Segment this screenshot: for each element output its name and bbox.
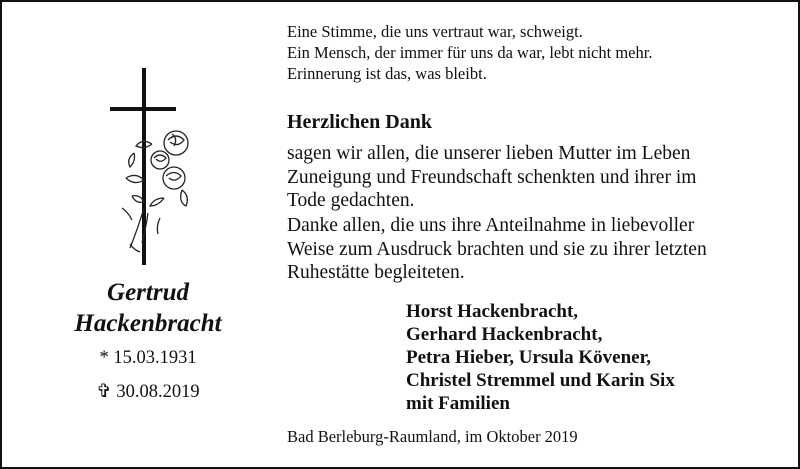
deceased-last-name: Hackenbracht bbox=[74, 310, 222, 337]
thanks-paragraph-1 bbox=[287, 142, 696, 213]
signer-line: mit Familien bbox=[406, 393, 510, 414]
verse-line: Eine Stimme, die uns vertraut war, schweigt. bbox=[287, 22, 583, 41]
memorial-verse bbox=[287, 21, 652, 84]
place-and-date: Bad Berleburg-Raumland, im Oktober 2019 bbox=[287, 427, 578, 446]
death-date: ✞ 30.08.2019 bbox=[96, 382, 200, 402]
signer-line: Petra Hieber, Ursula Kövener, bbox=[406, 347, 652, 368]
paragraph-line: Ruhestätte begleiteten. bbox=[287, 262, 465, 283]
verse-line: Erinnerung ist das, was bleibt. bbox=[287, 64, 487, 83]
deceased-first-name: Gertrud bbox=[107, 279, 189, 306]
signer-line: Christel Stremmel und Karin Six bbox=[406, 370, 675, 391]
thanks-paragraph-2 bbox=[287, 214, 707, 285]
paragraph-line: sagen wir allen, die unserer lieben Mutter im Leben bbox=[287, 143, 691, 164]
birth-date: * 15.03.1931 bbox=[99, 348, 197, 368]
verse-line: Ein Mensch, der immer für uns da war, lebt nicht mehr. bbox=[287, 43, 653, 62]
paragraph-line: Weise zum Ausdruck brachten und sie zu ihrer letzten bbox=[287, 238, 707, 260]
paragraph-line: Tode gedachten. bbox=[287, 190, 415, 211]
signer-line: Horst Hackenbracht, bbox=[406, 301, 579, 322]
paragraph-line: Danke allen, die uns ihre Anteilnahme in liebevoller bbox=[287, 215, 695, 236]
paragraph-line: Zuneigung und Freundschaft schenkten und ihrer im bbox=[287, 166, 697, 188]
signer-line: Gerhard Hackenbracht, bbox=[406, 324, 603, 345]
cross-with-roses-icon bbox=[104, 68, 204, 268]
signers-list bbox=[406, 300, 675, 415]
thanks-heading: Herzlichen Dank bbox=[287, 111, 432, 133]
